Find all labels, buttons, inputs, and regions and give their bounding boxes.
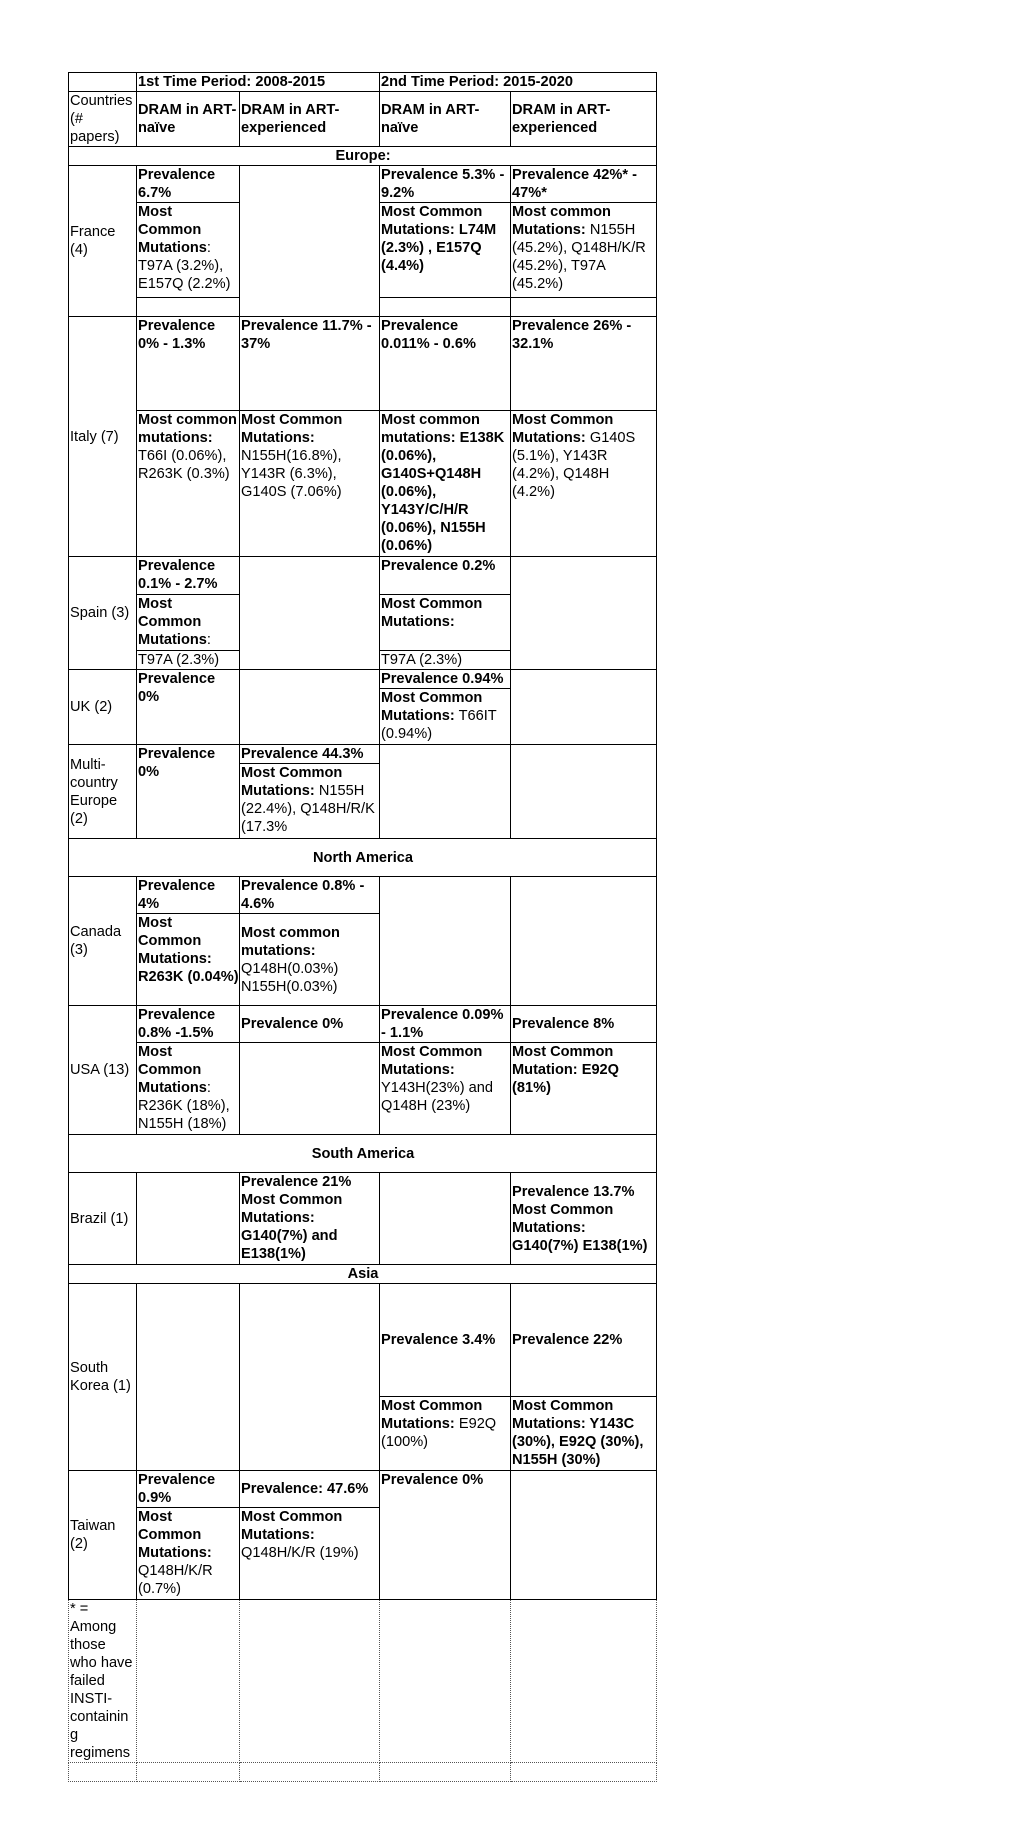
country-multi-europe[interactable]: Multi-country Europe (2) [69, 745, 137, 839]
mutations-values: E92Q (100%) [381, 1416, 497, 1450]
footnote-empty-1[interactable] [137, 1600, 240, 1763]
spain-row-1 [69, 557, 657, 595]
country-south-korea[interactable]: South Korea (1) [69, 1284, 137, 1471]
canada-p1-experienced-prevalence[interactable]: Prevalence 0.8% - 4.6% [240, 877, 380, 914]
multi-row-1 [69, 745, 657, 764]
taiwan-p2-experienced-empty[interactable] [511, 1471, 657, 1600]
uk-p2-experienced-empty[interactable] [511, 670, 657, 745]
brazil-p1-naive-empty[interactable] [137, 1173, 240, 1265]
italy-p1-experienced-mutations[interactable] [240, 411, 380, 557]
country-usa[interactable]: USA (13) [69, 1006, 137, 1135]
mutations-values: Q148H/K/R (0.7%) [138, 1563, 213, 1597]
usa-p2-experienced-prevalence[interactable]: Prevalence 8% [511, 1006, 657, 1043]
empty-cell-3[interactable] [240, 1763, 380, 1782]
footnote-empty-2[interactable] [240, 1600, 380, 1763]
brazil-p2-experienced[interactable]: Prevalence 13.7% Most Common Mutations: G140(7%) E138(1%) [511, 1173, 657, 1265]
mutations-values: T97A (3.2%), E157Q (2.2%) [138, 258, 231, 292]
mutations-label: Most Common Mutations: [512, 412, 614, 446]
mutations-label: Most Common Mutations: [241, 1509, 343, 1543]
country-uk[interactable]: UK (2) [69, 670, 137, 745]
mutations-values: N155H (22.4%), Q148H/R/K (17.3% [241, 783, 375, 835]
uk-p1-experienced-empty[interactable] [240, 670, 380, 745]
uk-p2-naive-mutations[interactable] [380, 689, 511, 745]
countries-header[interactable]: Countries (# papers) [69, 92, 137, 147]
mutations-label: Most Common Mutations: [241, 412, 343, 446]
mutations-colon: : [206, 632, 211, 648]
dram-prevalence-table [68, 72, 657, 1782]
mutations-values: G140S (5.1%), Y143R (4.2%), Q148H (4.2%) [512, 430, 636, 500]
mutations-label: Most common mutations: [241, 924, 340, 959]
mutations-label: Most Common Mutations [138, 1044, 207, 1096]
korea-p2-naive-mutations[interactable] [380, 1397, 511, 1471]
country-canada[interactable]: Canada (3) [69, 877, 137, 1006]
usa-p2-experienced-mutations[interactable]: Most Common Mutation: E92Q (81%) [511, 1043, 657, 1135]
korea-row-1 [69, 1284, 657, 1397]
taiwan-p1-experienced-mutations[interactable] [240, 1508, 380, 1600]
canada-row-1 [69, 877, 657, 914]
france-p2-experienced-prevalence[interactable]: Prevalence 42%* - 47%* [511, 166, 657, 203]
p2-naive-header[interactable]: DRAM in ART-naïve [380, 92, 511, 147]
france-p2-naive-blank[interactable] [380, 298, 511, 317]
italy-row-1 [69, 317, 657, 411]
country-italy[interactable]: Italy (7) [69, 317, 137, 557]
period-header-row [69, 73, 657, 92]
mutations-values: R236K (18%), N155H (18%) [138, 1098, 230, 1132]
mutations-label: Most common Mutations: [512, 204, 611, 238]
mutations-colon: : [206, 240, 211, 256]
empty-cell-4[interactable] [380, 1763, 511, 1782]
p2-experienced-header[interactable]: DRAM in ART-experienced [511, 92, 657, 147]
empty-cell-2[interactable] [137, 1763, 240, 1782]
mutations-label: Most Common Mutations: [381, 1044, 483, 1078]
italy-row-2 [69, 411, 657, 557]
mutations-values: T66IT (0.94%) [381, 708, 497, 742]
corner-cell[interactable] [69, 73, 137, 92]
spain-p1-experienced-empty[interactable] [240, 557, 380, 670]
brazil-p1-experienced[interactable]: Prevalence 21% Most Common Mutations: G140(7%) and E138(1%) [240, 1173, 380, 1265]
mutations-label: Most Common Mutations: [241, 765, 343, 799]
usa-p1-experienced-empty[interactable] [240, 1043, 380, 1135]
multi-p1-experienced-prevalence[interactable]: Prevalence 44.3% [240, 745, 380, 764]
uk-p2-naive-prevalence[interactable]: Prevalence 0.94% [380, 670, 511, 689]
mutations-values: N155H(16.8%), Y143R (6.3%), G140S (7.06%) [241, 448, 342, 500]
footnote-empty-3[interactable] [380, 1600, 511, 1763]
multi-p1-experienced-mutations[interactable] [240, 764, 380, 839]
spain-p2-naive-mutations[interactable]: Most Common Mutations: [380, 595, 511, 651]
korea-p2-naive-prevalence[interactable]: Prevalence 3.4% [380, 1284, 511, 1397]
footnote-empty-4[interactable] [511, 1600, 657, 1763]
canada-p1-naive-mutations[interactable]: Most Common Mutations: R263K (0.04%) [137, 914, 240, 1006]
region-row-asia [69, 1265, 657, 1284]
usa-p2-naive-prevalence[interactable]: Prevalence 0.09% - 1.1% [380, 1006, 511, 1043]
italy-p2-experienced-mutations[interactable] [511, 411, 657, 557]
usa-p1-naive-mutations[interactable] [137, 1043, 240, 1135]
italy-p2-naive-prevalence[interactable]: Prevalence 0.011% - 0.6% [380, 317, 511, 411]
canada-p1-experienced-mutations[interactable] [240, 914, 380, 1006]
mutations-label: Most common mutations: [138, 412, 237, 446]
footnote-row [69, 1600, 657, 1763]
multi-p1-naive-prevalence[interactable]: Prevalence 0% [137, 745, 240, 839]
spain-p1-naive-mutations[interactable] [137, 595, 240, 651]
region-row-north-america [69, 839, 657, 877]
france-p2-experienced-mutations[interactable] [511, 203, 657, 298]
region-south-america[interactable]: South America [69, 1135, 657, 1173]
france-p2-naive-prevalence[interactable]: Prevalence 5.3% - 9.2% [380, 166, 511, 203]
period-2-header[interactable]: 2nd Time Period: 2015-2020 [380, 73, 657, 92]
region-north-america[interactable]: North America [69, 839, 657, 877]
usa-row-1 [69, 1006, 657, 1043]
france-p2-experienced-blank[interactable] [511, 298, 657, 317]
spain-p2-naive-prevalence[interactable]: Prevalence 0.2% [380, 557, 511, 595]
region-row-south-america [69, 1135, 657, 1173]
p1-experienced-header[interactable]: DRAM in ART-experienced [240, 92, 380, 147]
canada-p2-experienced-empty[interactable] [511, 877, 657, 1006]
usa-p2-naive-mutations[interactable] [380, 1043, 511, 1135]
italy-p2-experienced-prevalence[interactable]: Prevalence 26% - 32.1% [511, 317, 657, 411]
korea-p1-experienced-empty[interactable] [240, 1284, 380, 1471]
country-spain[interactable]: Spain (3) [69, 557, 137, 670]
multi-p2-experienced-empty[interactable] [511, 745, 657, 839]
brazil-p2-naive-empty[interactable] [380, 1173, 511, 1265]
usa-row-2 [69, 1043, 657, 1135]
empty-row [69, 1763, 657, 1782]
spain-p2-experienced-empty[interactable] [511, 557, 657, 670]
italy-p2-naive-mutations[interactable]: Most common mutations: E138K (0.06%), G140S+Q148H (0.06%), Y143Y/C/H/R (0.06%), N155H (0.06%) [380, 411, 511, 557]
italy-p1-naive-prevalence[interactable]: Prevalence 0% - 1.3% [137, 317, 240, 411]
column-header-row [69, 92, 657, 147]
mutations-label: Most Common Mutations [138, 596, 207, 648]
korea-p2-experienced-prevalence[interactable]: Prevalence 22% [511, 1284, 657, 1397]
period-1-header[interactable]: 1st Time Period: 2008-2015 [137, 73, 380, 92]
mutations-values: Y143H(23%) and Q148H (23%) [381, 1080, 493, 1114]
taiwan-p1-experienced-prevalence[interactable]: Prevalence: 47.6% [240, 1471, 380, 1508]
korea-p1-naive-empty[interactable] [137, 1284, 240, 1471]
taiwan-p2-naive-prevalence[interactable]: Prevalence 0% [380, 1471, 511, 1600]
mutations-label: Most Common Mutations [138, 204, 207, 256]
mutations-values: N155H (45.2%), Q148H/K/R (45.2%), T97A (45.2%) [512, 222, 646, 292]
mutations-values: T66I (0.06%), R263K (0.3%) [138, 448, 230, 482]
spreadsheet-sheet [68, 72, 656, 1772]
country-taiwan[interactable]: Taiwan (2) [69, 1471, 137, 1600]
mutations-values: Q148H/K/R (19%) [241, 1545, 359, 1561]
canada-p1-naive-prevalence[interactable]: Prevalence 4% [137, 877, 240, 914]
france-p2-naive-mutations[interactable]: Most Common Mutations: L74M (2.3%) , E157Q (4.4%) [380, 203, 511, 298]
korea-p2-experienced-mutations[interactable]: Most Common Mutations: Y143C (30%), E92Q (30%), N155H (30%) [511, 1397, 657, 1471]
spain-p2-naive-mutation-values[interactable]: T97A (2.3%) [380, 651, 511, 670]
france-p1-naive-prevalence[interactable]: Prevalence 6.7% [137, 166, 240, 203]
uk-row-1 [69, 670, 657, 689]
france-row-1 [69, 166, 657, 203]
mutations-label: Most Common Mutations: [381, 690, 483, 724]
mutations-colon: : [206, 1080, 211, 1096]
country-brazil[interactable]: Brazil (1) [69, 1173, 137, 1265]
taiwan-p1-naive-prevalence[interactable]: Prevalence 0.9% [137, 1471, 240, 1508]
mutations-label: Most Common Mutations: [138, 1509, 212, 1561]
mutations-label: Most Common Mutations: [381, 1398, 483, 1432]
region-asia[interactable]: Asia [69, 1265, 657, 1284]
france-p1-experienced-empty[interactable] [240, 166, 380, 317]
usa-p1-experienced-prevalence[interactable]: Prevalence 0% [240, 1006, 380, 1043]
footnote-cell[interactable]: * = Among those who have failed INSTI-containing regimens [69, 1600, 137, 1763]
uk-p1-naive-prevalence[interactable]: Prevalence 0% [137, 670, 240, 745]
taiwan-p1-naive-mutations[interactable] [137, 1508, 240, 1600]
spain-p1-naive-mutation-values[interactable]: T97A (2.3%) [137, 651, 240, 670]
france-p1-naive-mutations[interactable] [137, 203, 240, 298]
empty-cell-1[interactable] [69, 1763, 137, 1782]
empty-cell-5[interactable] [511, 1763, 657, 1782]
brazil-row [69, 1173, 657, 1265]
canada-p2-naive-empty[interactable] [380, 877, 511, 1006]
region-row-europe [69, 147, 657, 166]
p1-naive-header[interactable]: DRAM in ART-naïve [137, 92, 240, 147]
taiwan-row-1 [69, 1471, 657, 1508]
usa-p1-naive-prevalence[interactable]: Prevalence 0.8% -1.5% [137, 1006, 240, 1043]
italy-p1-naive-mutations[interactable] [137, 411, 240, 557]
multi-p2-naive-empty[interactable] [380, 745, 511, 839]
country-france[interactable]: France (4) [69, 166, 137, 317]
region-europe[interactable]: Europe: [69, 147, 657, 166]
france-p1-naive-blank[interactable] [137, 298, 240, 317]
italy-p1-experienced-prevalence[interactable]: Prevalence 11.7% - 37% [240, 317, 380, 411]
spain-p1-naive-prevalence[interactable]: Prevalence 0.1% - 2.7% [137, 557, 240, 595]
mutations-values: Q148H(0.03%) N155H(0.03%) [241, 960, 339, 995]
